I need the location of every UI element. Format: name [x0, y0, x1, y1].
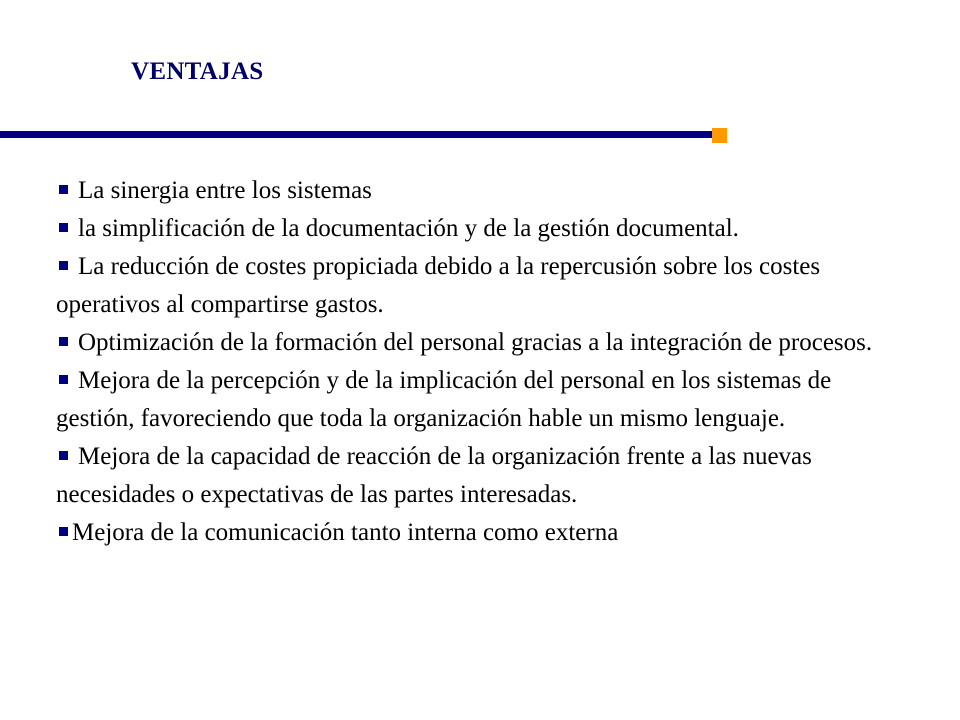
bullet-text: la simplificación de la documentación y de la gestión documental.	[78, 215, 739, 242]
title-underline-bar	[0, 131, 712, 138]
bullet-text: Mejora de la capacidad de reacción de la organización frente a las nuevas necesidades o expectativas de las partes interesadas.	[56, 443, 812, 508]
bullet-text: Optimización de la formación del personal gracias a la integración de procesos.	[78, 329, 873, 356]
bullet-text: Mejora de la comunicación tanto interna como externa	[72, 519, 619, 546]
bullet-item-sinergia	[56, 172, 906, 210]
square-bullet-icon	[59, 527, 68, 536]
square-bullet-icon	[59, 451, 68, 460]
square-bullet-icon	[59, 337, 68, 346]
bullet-item-costes	[56, 248, 906, 324]
bullet-item-documentacion	[56, 210, 906, 248]
bullet-text: La sinergia entre los sistemas	[78, 177, 372, 204]
bullet-list	[56, 172, 906, 552]
bullet-item-percepcion	[56, 362, 906, 438]
bullet-item-formacion	[56, 324, 906, 362]
accent-square-icon	[712, 128, 727, 143]
bullet-item-comunicacion	[56, 514, 906, 552]
square-bullet-icon	[59, 185, 68, 194]
bullet-text: La reducción de costes propiciada debido a la repercusión sobre los costes operativos al compartirse gastos.	[56, 253, 821, 318]
bullet-text: Mejora de la percepción y de la implicación del personal en los sistemas de gestión, favoreciendo que toda la organización hable un mismo lenguaje.	[56, 367, 832, 432]
bullet-item-reaccion	[56, 438, 906, 514]
square-bullet-icon	[59, 375, 68, 384]
square-bullet-icon	[59, 261, 68, 270]
slide-title: VENTAJAS	[131, 58, 264, 85]
square-bullet-icon	[59, 223, 68, 232]
